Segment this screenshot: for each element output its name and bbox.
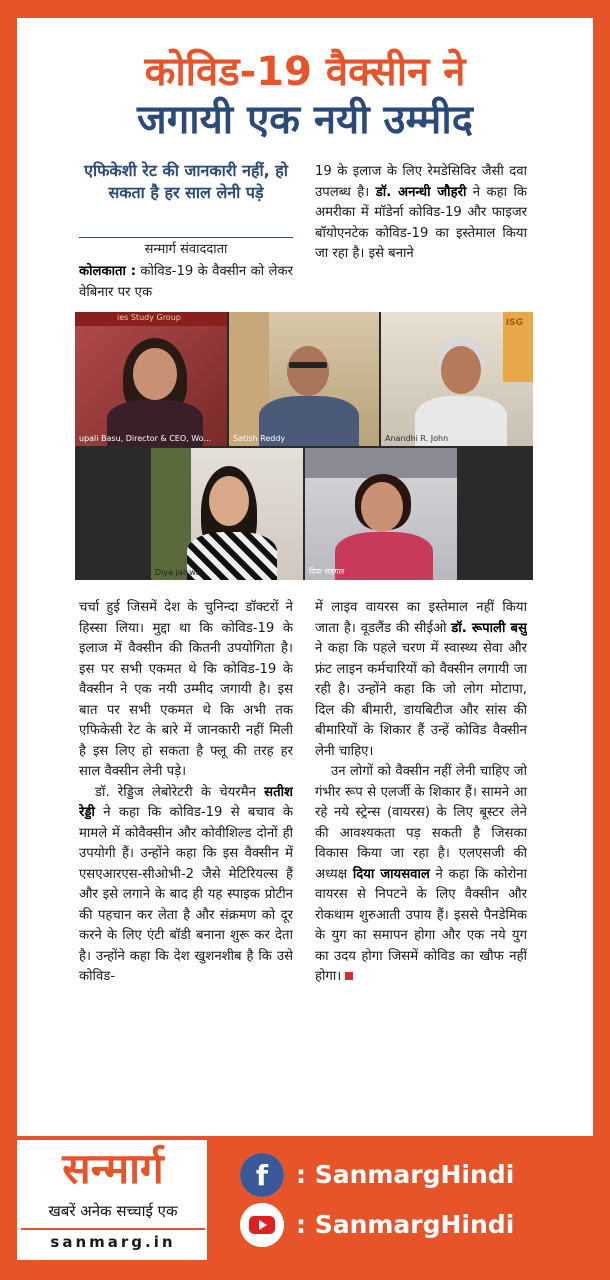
tile-1-banner: ies Study Group [117,313,181,322]
col3-text-a: डॉ. रेड्डिज लेबोरेटरी के चेयरमैन [95,784,256,800]
col4-person-name-2: दिया जायसवाल [352,866,430,882]
col2-person-name: डॉ. अनन्धी जौहरी [375,184,467,200]
photo-tile-2 [229,312,379,446]
deck-divider [79,237,293,238]
photo-tile-4 [151,448,303,580]
isg-logo-icon: ISG [505,318,523,328]
article-column-2-top [315,162,527,308]
youtube-handle: : SanmargHindi [296,1210,515,1239]
youtube-icon [240,1203,284,1247]
sanmarg-logo[interactable] [17,1140,207,1260]
photo-tile-5 [305,448,457,580]
photo-tile-3 [381,312,533,446]
article-column-1-top [79,262,293,310]
tile-4-caption: Diya Jaiswal [155,568,203,577]
end-mark-icon [345,972,353,980]
tile-1-caption: upali Basu, Director & CEO, Wo... [79,434,212,443]
tile-3-caption: Anandhi R. John [385,434,449,443]
headline-line-1: कोविड-19 वैक्सीन ने [144,49,466,95]
tile-2-caption: Satish Reddy [233,434,286,443]
website-url[interactable]: sanmarg.in [21,1228,205,1252]
logo-wordmark: सन्मार्ग [62,1144,164,1193]
col4-text-b: ने कहा कि पहले चरण में स्वास्थ्य सेवा और फ्रंट लाइन कर्मचारियों को वैक्सीन लगायी जा रही है। उन्होंने कहा कि जो लोग मोटापा, दिल की बीमारी, डायबिटीज और सांस की बीमारियों के शिकार हैं उन्हें कोविड वैक्सीन लेनी चाहिए। [315,641,527,759]
col4-person-name-1: डॉ. रूपाली बसु [451,620,527,636]
col3-person-name: सतीश रेड्डी [79,784,293,820]
article-column-2-bottom [315,598,527,1126]
col2-text-b: ने कहा कि अमरीका में मॉडेर्ना कोविड-19 और फाइजर बॉयोएनटेक कोविड-19 का इस्तेमाल किया जा रहा है। इसे बनाने [315,184,527,261]
article-column-1-bottom [79,598,293,1126]
article-sheet [17,18,593,1136]
col3-text-b: ने कहा कि कोविड-19 से बचाव के मामले में कोवैक्सीन और कोवीशिल्ड दोनों ही उपयोगी हैं। उन्होंने कहा कि इस वैक्सीन में एसएआरएस-सीओभी-2 जैसे मेटिरियल्स हैं और इसे लगाने के बाद ही यह स्पाइक प्रोटीन की पहचान कर लेता है और संक्रमण को दूर करने के लिए एंटी बॉडी बनाना शुरू कर देता है। उन्होंने कहा कि देश खुशनशीब है कि उसे कोविड- [79,805,293,984]
headline [17,48,593,144]
headline-line-2: जगायी एक नयी उम्मीद [137,97,473,143]
photo-tile-1 [75,312,227,446]
col3-paragraph-1: चर्चा हुई जिसमें देश के चुनिन्दा डॉक्टरों ने हिस्सा लिया। मुद्दा था कि कोविड-19 के इलाज में वैक्सीन की कितनी उपयोगिता है। इस पर सभी एकमत थे कि कोविड-19 के वैक्सीन ने एक नयी उम्मीद जगायी है। इस बात पर सभी एकमत थे कि अभी तक एफिकेसी रेट के बारे में जानकारी नहीं मिली है इस लिए हो सकता है फ्लू की तरह हर साल वैक्सीन लेनी पड़े। [79,600,293,779]
col4-text-d: ने कहा कि कोरोना वायरस से निपटने के लिए वैक्सीन और रोकथाम शुरुआती उपाय हैं। इससे पैनडेमिक के युग का समापन होगा और एक नये युग का उदय होगा जिसमें कोविड का खौफ नहीं होगा। [315,866,527,984]
logo-tagline: खबरें अनेक सच्चाई एक [48,1202,178,1220]
col4-text-a: में लाइव वायरस का इस्तेमाल नहीं किया जाता है। वूडलैंड की सीईओ [315,600,527,636]
youtube-link[interactable] [240,1200,580,1250]
facebook-glyph: f [255,1159,269,1192]
webinar-screenshot-photo [75,312,533,580]
byline: सन्मार्ग संवाददाता [144,242,228,257]
facebook-icon [240,1153,284,1197]
col4-text-c: उन लोगों को वैक्सीन नहीं लेनी चाहिए जो गंभीर रूप से एलर्जी के शिकार हैं। सामने आ रहे नये स्ट्रेन्स (वायरस) के लिए बूस्टर लेने की आवश्यकता पड़ सकती है जिसका विकास किया जा रहा है। एलएसजी की अध्यक्ष [315,764,527,882]
col2-text-a: 19 के इलाज के लिए रेमडेसिविर जैसी दवा उपलब्ध है। [315,164,527,200]
sub-headline: एफिकेशी रेट की जानकारी नहीं, हो सकता है हर साल लेनी पड़े [84,161,288,202]
tile-5-caption: दिया सहगल [309,567,345,576]
dateline: कोलकाता : [79,264,137,279]
facebook-link[interactable] [240,1150,580,1200]
intro-text: कोविड-19 के वैक्सीन को लेकर वेबिनार पर एक [79,264,293,300]
facebook-handle: : SanmargHindi [296,1160,515,1189]
